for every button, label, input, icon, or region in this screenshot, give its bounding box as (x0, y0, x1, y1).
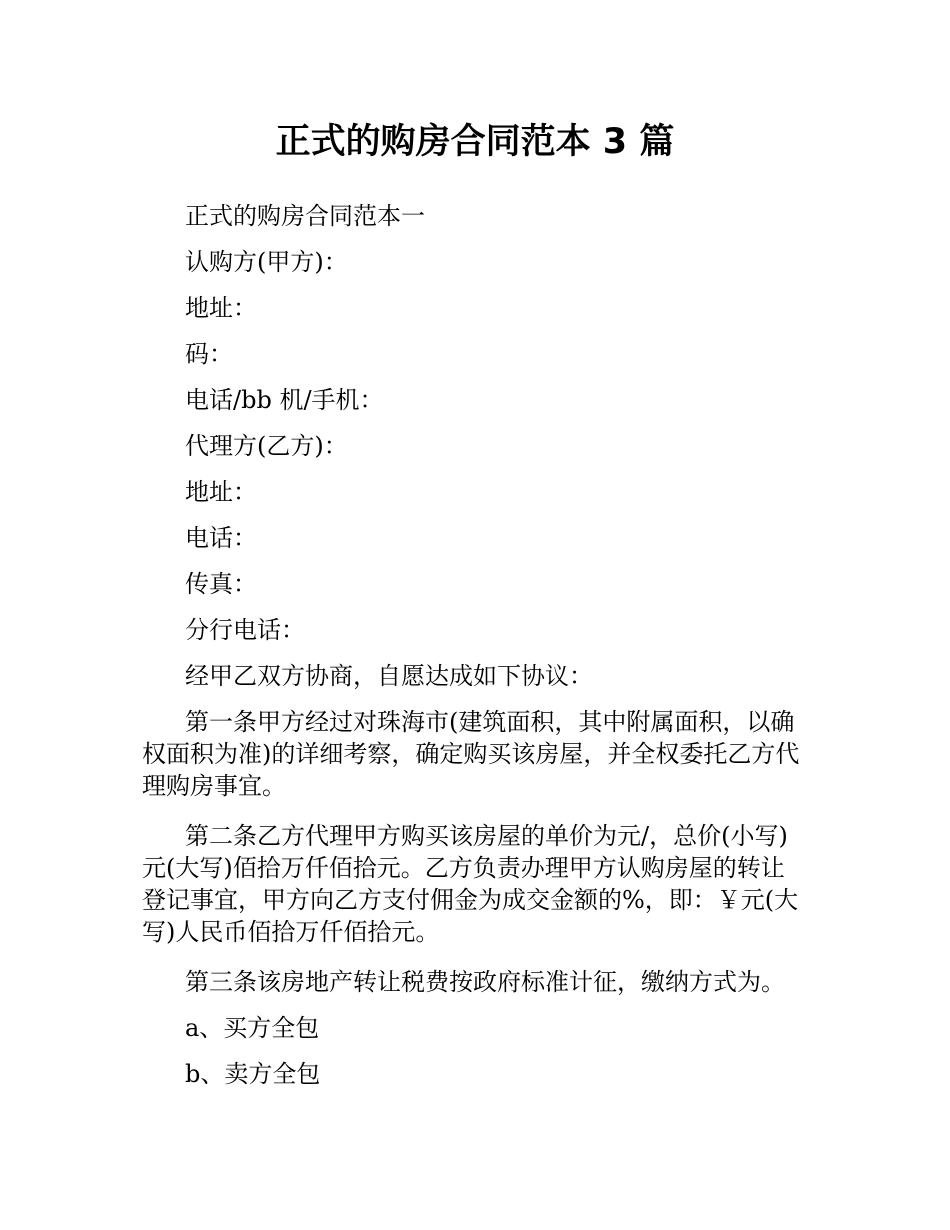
document-title: 正式的购房合同范本 3 篇 (275, 122, 675, 162)
document-body (142, 200, 806, 1104)
paragraph: a、买方全包 (185, 1014, 320, 1042)
paragraph: 传真： (185, 570, 257, 598)
paragraph: 正式的购房合同范本一 (185, 202, 425, 230)
paragraph: 第二条乙方代理甲方购买该房屋的单价为元/，总价(小写)元(大写)佰拾万仟佰拾元。乙方负责办理甲方认购房屋的转让登记事宜，甲方向乙方支付佣金为成交金额的%，即：￥元(大写)人民币佰拾万仟佰拾元。 (142, 822, 799, 946)
paragraph: 认购方(甲方)： (185, 248, 348, 276)
paragraph: 经甲乙双方协商，自愿达成如下协议： (185, 662, 593, 690)
paragraph: 第三条该房地产转让税费按政府标准计征，缴纳方式为。 (185, 968, 785, 996)
paragraph: b、卖方全包 (185, 1060, 321, 1088)
paragraph: 地址： (185, 478, 257, 506)
paragraph: 分行电话： (185, 616, 305, 644)
paragraph: 第一条甲方经过对珠海市(建筑面积，其中附属面积，以确权面积为准)的详细考察，确定购买该房屋，并全权委托乙方代理购房事宜。 (142, 708, 800, 800)
paragraph: 电话/bb 机/手机： (185, 386, 384, 414)
paragraph: 地址： (185, 294, 257, 322)
paragraph: 代理方(乙方)： (185, 432, 348, 460)
paragraph: 电话： (185, 524, 257, 552)
paragraph: 码： (185, 340, 233, 368)
